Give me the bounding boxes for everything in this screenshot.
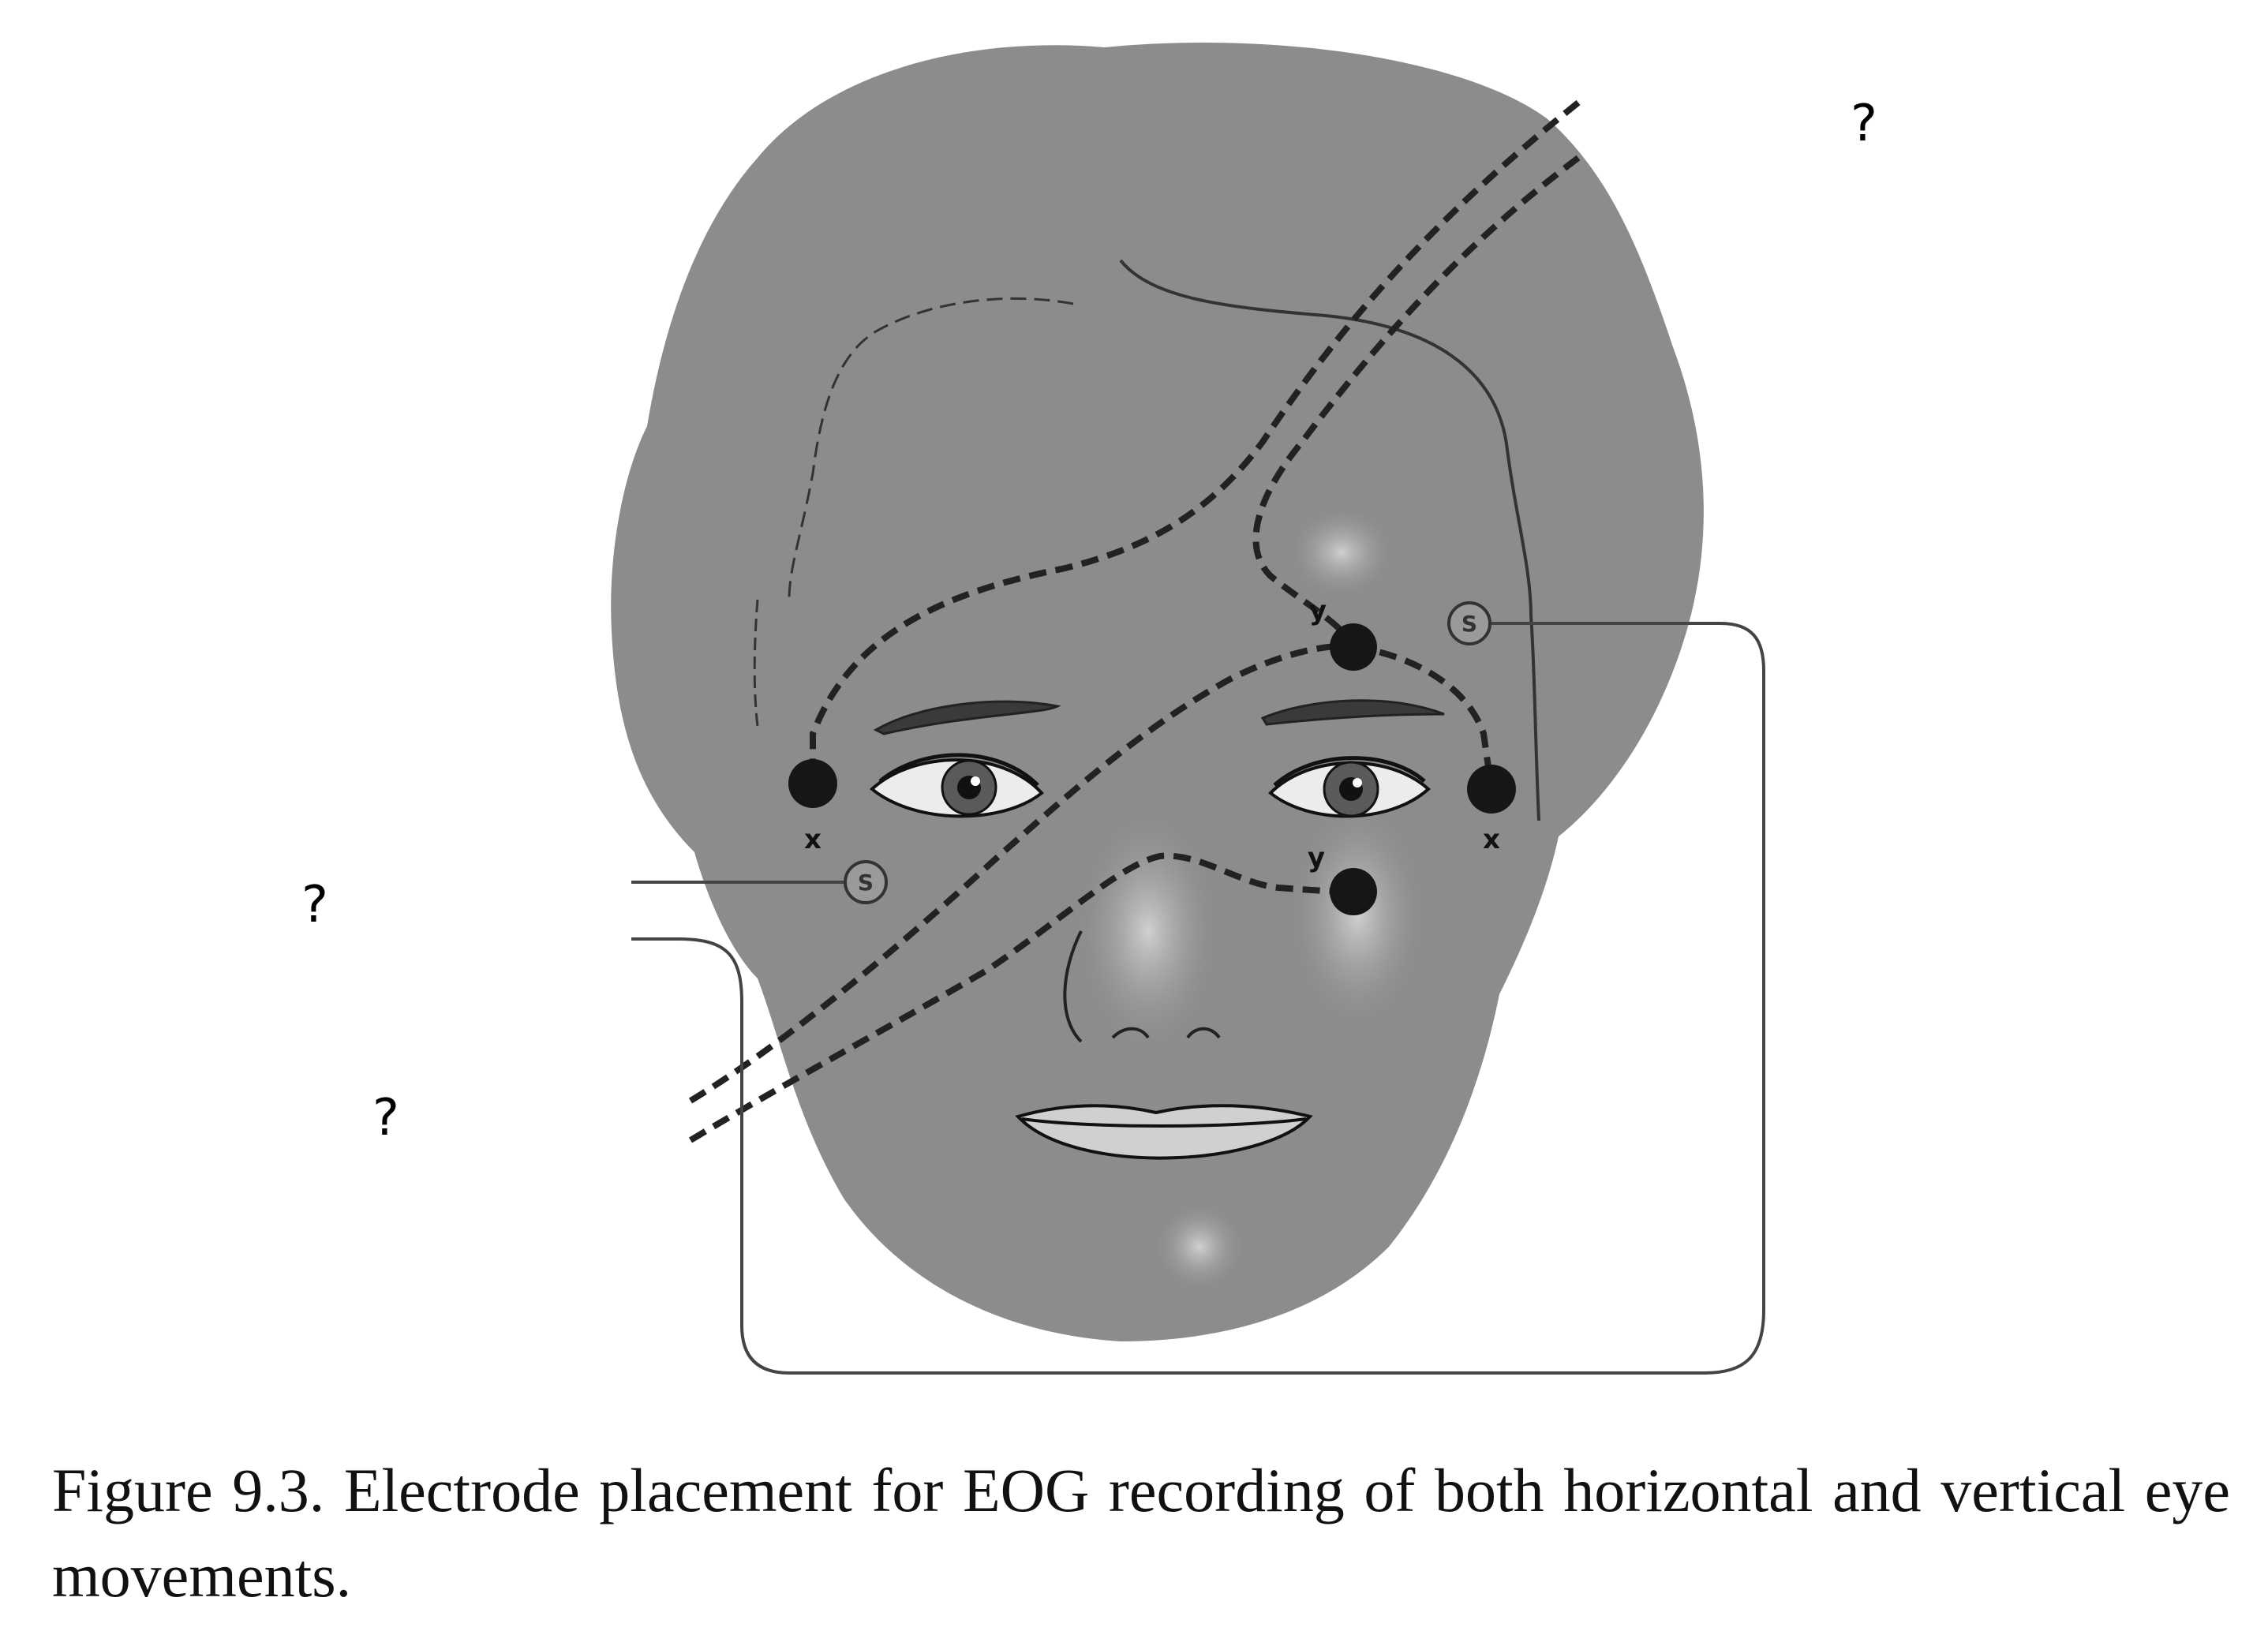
unknown-label-top-right: ? bbox=[1851, 95, 1877, 153]
electrode-horizontal-left bbox=[788, 759, 837, 808]
forehead-highlight bbox=[1286, 505, 1397, 600]
label-horizontal-left: x bbox=[804, 824, 821, 855]
label-horizontal-right: x bbox=[1483, 824, 1500, 855]
figure-caption: Figure 9.3. Electrode placement for EOG recording of both horizontal and vertical eye movements. bbox=[52, 1456, 2230, 1610]
cheek-highlight bbox=[1286, 797, 1428, 1034]
unknown-label-left-middle: ? bbox=[301, 876, 328, 934]
chin-highlight bbox=[1152, 1199, 1247, 1294]
label-shield-right: S bbox=[1461, 611, 1478, 637]
mask-top-right-area bbox=[1637, 63, 2048, 237]
nose-highlight bbox=[1073, 805, 1223, 1057]
label-shield-left: S bbox=[857, 870, 874, 896]
label-vertical-upper: y bbox=[1308, 595, 1327, 627]
electrode-vertical-upper bbox=[1330, 623, 1377, 671]
unknown-label-left-lower: ? bbox=[372, 1089, 399, 1147]
label-vertical-lower: y bbox=[1307, 842, 1326, 874]
electrode-vertical-lower bbox=[1330, 868, 1377, 915]
electrode-horizontal-right bbox=[1467, 765, 1516, 814]
